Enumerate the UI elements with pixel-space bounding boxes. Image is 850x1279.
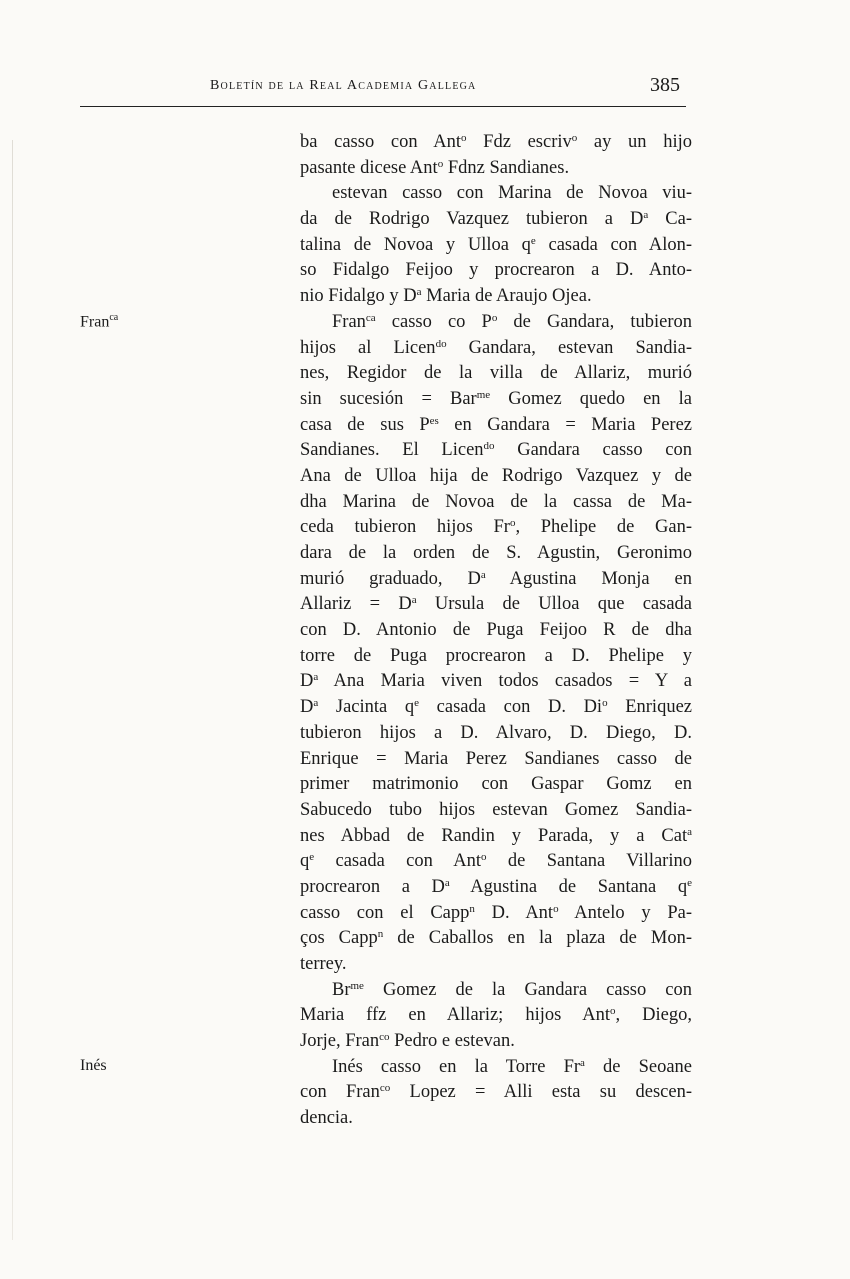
text-line	[300, 952, 692, 978]
text-run: Fdnz Sandianes.	[443, 157, 570, 178]
superscript-abbrev: e	[414, 697, 420, 710]
running-title: Boletín de la Real Academia Gallega	[210, 78, 477, 93]
text-run: dha Marina de Novoa de la cassa de Ma-	[300, 491, 692, 512]
text-run: con D. Antonio de Puga Feijoo R de dha	[300, 620, 692, 641]
text-run: Ana de Ulloa hija de Rodrigo Vazquez y de	[300, 465, 692, 486]
text-run: , Diego,	[615, 1005, 692, 1026]
superscript-abbrev: e	[309, 851, 315, 864]
text-run: casso con el Capp	[300, 902, 470, 923]
text-line	[300, 926, 692, 952]
text-line	[300, 695, 692, 721]
text-run: Sabucedo tubo hijos estevan Gomez Sandia-	[300, 799, 692, 820]
text-line	[300, 233, 692, 259]
text-line	[300, 824, 692, 850]
text-run: en Gandara = Maria Perez	[438, 414, 692, 435]
superscript-abbrev: me	[350, 979, 364, 992]
text-line	[300, 849, 692, 875]
text-line	[300, 1003, 692, 1029]
text-run: tubieron hijos a D. Alvaro, D. Diego, D.	[300, 722, 692, 743]
text-run: nio Fidalgo y D	[300, 286, 417, 307]
superscript-abbrev: n	[469, 902, 475, 915]
text-run: Enrique = Maria Perez Sandianes casso de	[300, 748, 692, 769]
superscript-abbrev: a	[313, 671, 319, 684]
text-line	[300, 310, 692, 336]
superscript-abbrev: a	[416, 286, 422, 299]
superscript-abbrev: ca	[365, 311, 376, 324]
text-run: casso co P	[375, 311, 492, 332]
text-run: dara de la orden de S. Agustin, Geronimo	[300, 543, 692, 563]
text-run: casa de sus P	[300, 414, 430, 435]
text-run: terrey.	[300, 954, 347, 974]
text-run: Fdz escriv	[466, 132, 572, 152]
text-run: Agustina de Santana q	[449, 876, 688, 897]
text-line	[300, 515, 692, 541]
text-run: casada con Ant	[314, 851, 481, 872]
text-run: con Fran	[300, 1082, 380, 1103]
text-run: D	[300, 697, 314, 718]
text-line	[300, 490, 692, 516]
text-run: q	[300, 851, 310, 872]
page-number: 385	[650, 74, 680, 96]
superscript-abbrev: o	[610, 1005, 616, 1018]
text-line	[300, 772, 692, 798]
text-run: talina de Novoa y Ulloa q	[300, 234, 531, 255]
text-line	[300, 361, 692, 387]
text-line	[300, 387, 692, 413]
superscript-abbrev: a	[313, 697, 319, 710]
text-line	[300, 747, 692, 773]
text-run: torre de Puga procrearon a D. Phelipe y	[300, 645, 692, 666]
text-run: D. Ant	[474, 902, 554, 923]
text-line	[300, 541, 692, 567]
text-run: D	[300, 671, 314, 692]
text-run: Gomez de la Gandara casso con	[363, 979, 692, 1000]
text-run: Br	[332, 979, 351, 1000]
text-run: nes Abbad de Randin y Parada, y a Cat	[300, 825, 688, 846]
text-run: ba casso con Ant	[300, 132, 461, 152]
text-run: Lopez = Alli esta su descen-	[390, 1082, 692, 1103]
text-line	[300, 413, 692, 439]
margin-note	[80, 1057, 107, 1075]
text-line	[300, 207, 692, 233]
text-run: Gandara, estevan Sandia-	[446, 337, 692, 358]
text-line	[300, 978, 692, 1004]
text-line	[300, 567, 692, 593]
running-head	[80, 72, 686, 107]
body-text	[300, 130, 692, 1132]
superscript-abbrev: o	[571, 132, 578, 144]
text-run: Allariz = D	[300, 594, 412, 615]
text-run: casada con D. Di	[419, 697, 603, 718]
superscript-abbrev: o	[481, 851, 487, 864]
text-run: procrearon a D	[300, 876, 445, 897]
superscript-abbrev: a	[580, 1056, 585, 1069]
text-run: ceda tubieron hijos Fr	[300, 517, 510, 538]
text-line	[300, 464, 692, 490]
text-run: de Gandara, tubieron	[497, 311, 692, 332]
text-line	[300, 130, 692, 156]
text-run: Gandara casso con	[494, 440, 692, 461]
superscript-abbrev: co	[379, 1031, 390, 1044]
text-run: Jacinta q	[318, 697, 415, 718]
margin-note	[80, 312, 118, 331]
text-line	[300, 669, 692, 695]
superscript-abbrev: o	[460, 132, 467, 144]
text-run: Pedro e estevan.	[389, 1031, 515, 1052]
margin-note-text: Inés	[80, 1057, 107, 1075]
page-gutter-shadow	[12, 140, 13, 1240]
text-line	[300, 721, 692, 747]
superscript-abbrev: o	[602, 697, 608, 710]
text-run: Ca-	[648, 209, 693, 230]
superscript-abbrev: a	[411, 594, 417, 607]
superscript-abbrev: do	[435, 337, 447, 350]
text-run: Maria ffz en Allariz; hijos Ant	[300, 1005, 611, 1026]
text-run: Antelo y Pa-	[558, 902, 693, 923]
superscript-abbrev: co	[379, 1082, 391, 1095]
superscript-abbrev: a	[480, 568, 486, 581]
text-run: murió graduado, D	[300, 568, 481, 589]
text-line	[300, 618, 692, 644]
superscript-abbrev: a	[643, 209, 649, 222]
text-line	[300, 181, 692, 207]
text-line	[300, 284, 692, 310]
superscript-abbrev: o	[553, 902, 559, 915]
text-run: Jorje, Fran	[300, 1031, 380, 1052]
text-line	[300, 1080, 692, 1106]
text-run: da de Rodrigo Vazquez tubieron a D	[300, 209, 644, 230]
text-line	[300, 336, 692, 362]
superscript-abbrev: o	[437, 157, 444, 170]
text-line	[300, 1029, 692, 1055]
superscript-abbrev: a	[687, 825, 692, 838]
text-run: Agustina Monja en	[485, 568, 692, 589]
superscript-abbrev: o	[491, 311, 498, 324]
text-run: , Phelipe de Gan-	[515, 517, 692, 538]
text-line	[300, 1055, 692, 1081]
superscript-abbrev: do	[483, 440, 495, 453]
text-run: de Seoane	[584, 1056, 692, 1077]
text-run: hijos al Licen	[300, 337, 436, 358]
text-line	[300, 644, 692, 670]
text-line	[300, 592, 692, 618]
superscript-abbrev: es	[429, 414, 439, 427]
text-run: estevan casso con Marina de Novoa viu-	[332, 183, 692, 204]
text-run: de Santana Villarino	[486, 851, 692, 872]
text-line	[300, 438, 692, 464]
superscript-abbrev: e	[530, 234, 536, 247]
text-run: Ana Maria viven todos casados = Y a	[318, 671, 692, 692]
text-line	[300, 875, 692, 901]
text-run: dencia.	[300, 1108, 353, 1129]
text-run: de Caballos en la plaza de Mon-	[383, 928, 692, 949]
text-line	[300, 1106, 692, 1132]
superscript-abbrev: ca	[109, 311, 119, 323]
text-line	[300, 258, 692, 284]
text-run: so Fidalgo Feijoo y procrearon a D. Anto-	[300, 260, 692, 281]
margin-note-text: Fran	[80, 313, 110, 331]
superscript-abbrev: e	[687, 876, 692, 889]
text-run: Inés casso en la Torre Fr	[332, 1056, 581, 1077]
superscript-abbrev: n	[377, 928, 384, 941]
text-run: ços Capp	[300, 928, 378, 949]
text-run: Gomez quedo en la	[490, 388, 692, 409]
text-run: nes, Regidor de la villa de Allariz, murió	[300, 363, 692, 384]
text-run: ay un hijo	[577, 132, 692, 152]
text-run: Enriquez	[607, 697, 692, 718]
text-line	[300, 156, 692, 182]
text-run: casada con Alon-	[535, 234, 692, 255]
text-run: Sandianes. El Licen	[300, 440, 484, 461]
text-run: Fran	[332, 311, 366, 332]
text-line	[300, 798, 692, 824]
text-run: pasante dicese Ant	[300, 157, 438, 178]
text-run: primer matrimonio con Gaspar Gomz en	[300, 774, 692, 795]
superscript-abbrev: a	[444, 876, 450, 889]
text-line	[300, 901, 692, 927]
text-run: Ursula de Ulloa que casada	[416, 594, 693, 615]
text-run: Maria de Araujo Ojea.	[421, 286, 592, 307]
superscript-abbrev: o	[509, 517, 516, 530]
text-run: sin sucesión = Bar	[300, 388, 477, 409]
superscript-abbrev: me	[476, 388, 491, 401]
